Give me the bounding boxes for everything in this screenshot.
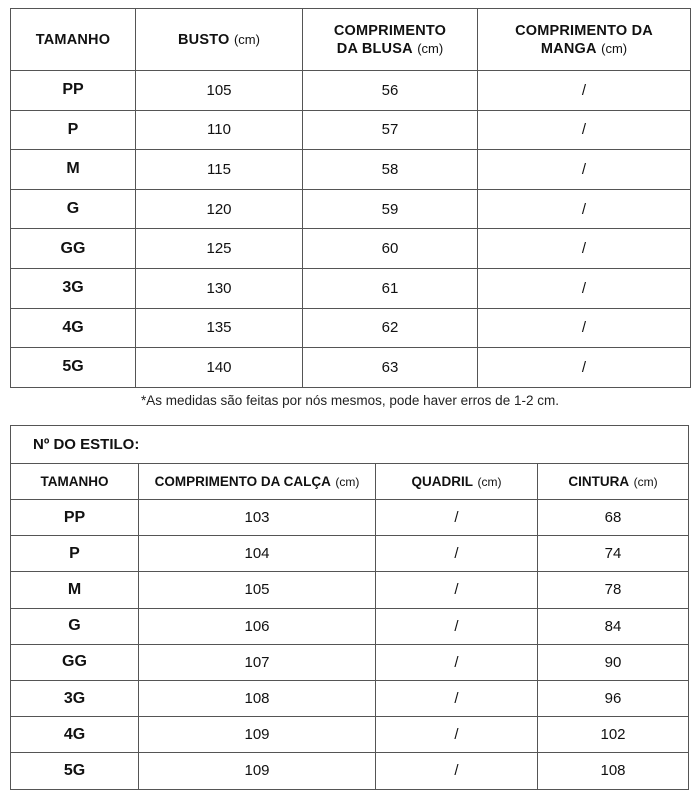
cintura-cell: 90 — [538, 644, 689, 680]
busto-cell: 110 — [136, 110, 303, 150]
comprimento-blusa-cell: 59 — [303, 189, 478, 229]
comprimento-calca-cell: 108 — [139, 680, 376, 716]
comprimento-manga-cell: / — [478, 229, 691, 269]
comprimento-blusa-cell: 63 — [303, 348, 478, 388]
cintura-cell: 102 — [538, 717, 689, 753]
header-tamanho: TAMANHO — [11, 464, 139, 500]
table-row — [11, 536, 689, 572]
comprimento-manga-cell: / — [478, 71, 691, 111]
comprimento-calca-cell: 103 — [139, 500, 376, 536]
comprimento-manga-cell: / — [478, 308, 691, 348]
comprimento-manga-cell: / — [478, 150, 691, 190]
table-row — [11, 717, 689, 753]
table-row — [11, 71, 691, 111]
table-row — [11, 753, 689, 789]
quadril-cell: / — [376, 717, 538, 753]
quadril-cell: / — [376, 536, 538, 572]
busto-cell: 115 — [136, 150, 303, 190]
quadril-cell: / — [376, 500, 538, 536]
header-tamanho: TAMANHO — [11, 9, 136, 71]
table-row — [11, 308, 691, 348]
cintura-cell: 78 — [538, 572, 689, 608]
size-cell: M — [11, 572, 139, 608]
comprimento-calca-cell: 109 — [139, 753, 376, 789]
blouse-table-header-row — [11, 9, 691, 71]
comprimento-manga-cell: / — [478, 110, 691, 150]
header-comprimento-manga: COMPRIMENTO DA MANGA (cm) — [478, 9, 691, 71]
table-row — [11, 110, 691, 150]
table-row — [11, 348, 691, 388]
busto-cell: 130 — [136, 268, 303, 308]
busto-cell: 120 — [136, 189, 303, 229]
table-row — [11, 572, 689, 608]
comprimento-blusa-cell: 60 — [303, 229, 478, 269]
comprimento-calca-cell: 106 — [139, 608, 376, 644]
comprimento-calca-cell: 109 — [139, 717, 376, 753]
size-cell: G — [11, 189, 136, 229]
size-cell: M — [11, 150, 136, 190]
busto-cell: 140 — [136, 348, 303, 388]
comprimento-manga-cell: / — [478, 189, 691, 229]
comprimento-blusa-cell: 58 — [303, 150, 478, 190]
quadril-cell: / — [376, 680, 538, 716]
busto-cell: 125 — [136, 229, 303, 269]
table-row — [11, 644, 689, 680]
size-cell: PP — [11, 71, 136, 111]
quadril-cell: / — [376, 644, 538, 680]
comprimento-calca-cell: 104 — [139, 536, 376, 572]
size-cell: GG — [11, 229, 136, 269]
header-busto: BUSTO (cm) — [136, 9, 303, 71]
table-row — [11, 150, 691, 190]
comprimento-blusa-cell: 57 — [303, 110, 478, 150]
size-cell: P — [11, 536, 139, 572]
size-cell: 4G — [11, 308, 136, 348]
table-row — [11, 608, 689, 644]
quadril-cell: / — [376, 572, 538, 608]
cintura-cell: 108 — [538, 753, 689, 789]
table-row — [11, 500, 689, 536]
header-comprimento-blusa: COMPRIMENTO DA BLUSA (cm) — [303, 9, 478, 71]
size-cell: PP — [11, 500, 139, 536]
busto-cell: 135 — [136, 308, 303, 348]
comprimento-blusa-cell: 62 — [303, 308, 478, 348]
size-cell: P — [11, 110, 136, 150]
size-cell: 5G — [11, 348, 136, 388]
size-cell: 3G — [11, 680, 139, 716]
quadril-cell: / — [376, 608, 538, 644]
size-cell: 4G — [11, 717, 139, 753]
size-cell: G — [11, 608, 139, 644]
style-number-label: Nº DO ESTILO: — [11, 426, 689, 464]
comprimento-calca-cell: 105 — [139, 572, 376, 608]
comprimento-manga-cell: / — [478, 348, 691, 388]
comprimento-blusa-cell: 56 — [303, 71, 478, 111]
cintura-cell: 84 — [538, 608, 689, 644]
header-comprimento-calca: COMPRIMENTO DA CALÇA (cm) — [139, 464, 376, 500]
quadril-cell: / — [376, 753, 538, 789]
measurement-note: *As medidas são feitas por nós mesmos, pode haver erros de 1-2 cm. — [141, 393, 559, 408]
pants-size-table — [10, 425, 689, 790]
table-row — [11, 680, 689, 716]
cintura-cell: 74 — [538, 536, 689, 572]
size-cell: GG — [11, 644, 139, 680]
pants-table-header-row — [11, 464, 689, 500]
blouse-size-table — [10, 8, 691, 388]
table-row — [11, 268, 691, 308]
comprimento-manga-cell: / — [478, 268, 691, 308]
table-row — [11, 189, 691, 229]
header-cintura: CINTURA (cm) — [538, 464, 689, 500]
table-row — [11, 229, 691, 269]
header-quadril: QUADRIL (cm) — [376, 464, 538, 500]
cintura-cell: 96 — [538, 680, 689, 716]
cintura-cell: 68 — [538, 500, 689, 536]
size-cell: 5G — [11, 753, 139, 789]
size-cell: 3G — [11, 268, 136, 308]
comprimento-blusa-cell: 61 — [303, 268, 478, 308]
comprimento-calca-cell: 107 — [139, 644, 376, 680]
busto-cell: 105 — [136, 71, 303, 111]
style-number-row — [11, 426, 689, 464]
